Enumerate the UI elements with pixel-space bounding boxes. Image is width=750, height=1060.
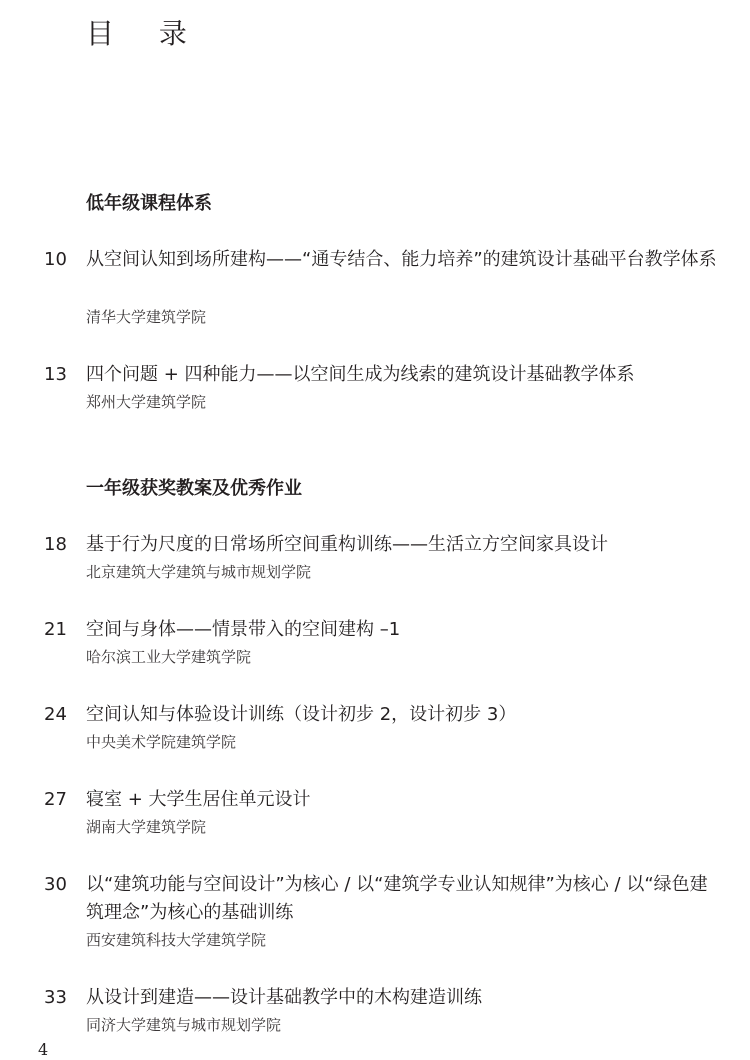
- entry-institution: 哈尔滨工业大学建筑学院: [86, 648, 252, 666]
- page-title: 目 录: [86, 17, 205, 50]
- page-folio: 4: [38, 1040, 49, 1059]
- entry-title: 寝室 + 大学生居住单元设计: [86, 789, 311, 810]
- entry-title: 空间与身体——情景带入的空间建构 –1: [86, 619, 401, 640]
- entry-institution: 西安建筑科技大学建筑学院: [86, 931, 267, 949]
- section-heading: 低年级课程体系: [86, 193, 212, 214]
- entry-institution: 中央美术学院建筑学院: [86, 733, 237, 751]
- entry-page-number: 10: [44, 249, 67, 270]
- entry-page-number: 30: [44, 874, 67, 895]
- entry-institution: 郑州大学建筑学院: [86, 393, 207, 411]
- entry-institution: 湖南大学建筑学院: [86, 818, 207, 836]
- entry-page-number: 13: [44, 364, 67, 385]
- section-heading: 一年级获奖教案及优秀作业: [86, 478, 302, 499]
- entry-title: 以“建筑功能与空间设计”为核心 / 以“建筑学专业认知规律”为核心 / 以“绿色建筑理念”为核心的基础训练: [86, 874, 708, 923]
- entry-page-number: 21: [44, 619, 67, 640]
- entry-institution: 北京建筑大学建筑与城市规划学院: [86, 563, 312, 581]
- entry-title: 四个问题 + 四种能力——以空间生成为线索的建筑设计基础教学体系: [86, 364, 635, 385]
- entry-title: 从设计到建造——设计基础教学中的木构建造训练: [86, 987, 482, 1008]
- entry-institution: 清华大学建筑学院: [86, 308, 207, 326]
- entry-title: 从空间认知到场所建构——“通专结合、能力培养”的建筑设计基础平台教学体系: [86, 249, 717, 270]
- entry-page-number: 27: [44, 789, 67, 810]
- entry-title: 空间认知与体验设计训练（设计初步 2，设计初步 3）: [86, 704, 517, 725]
- entry-page-number: 24: [44, 704, 67, 725]
- entry-page-number: 18: [44, 534, 67, 555]
- entry-title: 基于行为尺度的日常场所空间重构训练——生活立方空间家具设计: [86, 534, 608, 555]
- entry-page-number: 33: [44, 987, 67, 1008]
- entry-institution: 同济大学建筑与城市规划学院: [86, 1016, 282, 1034]
